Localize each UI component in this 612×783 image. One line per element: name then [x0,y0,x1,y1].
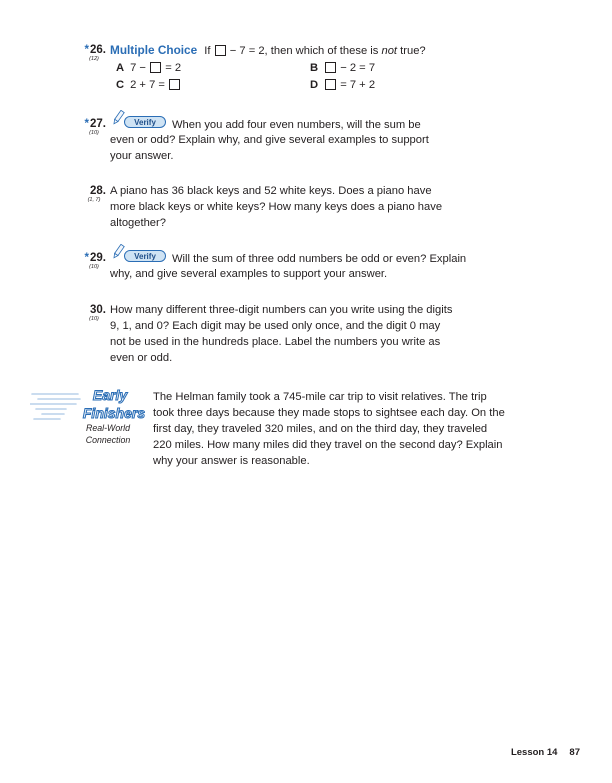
lesson-reference: (12) [89,56,99,62]
problem-text-line: How many different three-digit numbers can you write using the digits [110,304,453,316]
verify-badge: Verify [110,250,166,264]
problem-stem: Multiple Choice If − 7 = 2, then which of these is not true? [110,43,426,57]
problem-number: *29. [84,252,106,264]
problem-number: *26. [84,44,106,56]
page-footer [470,745,580,761]
star-marker: * [84,44,89,56]
choice-a[interactable]: A 7 − = 2 [116,62,182,74]
problem-text-line: A piano has 36 black keys and 52 white keys. Does a piano have [110,185,432,197]
paragraph-line: 220 miles. How many miles did they travel on the second day? Explain [153,439,503,451]
paragraph-line: The Helman family took a 745-mile car trip to visit relatives. The trip [153,391,487,403]
problem-text: Verify When you add four even numbers, will the sum be [110,116,500,133]
answer-box-icon [215,45,226,56]
problem-text-line: 9, 1, and 0? Each digit may be used only once, and the digit 0 may [110,320,441,332]
early-finishers-text [153,389,538,469]
paragraph-line: first day, they traveled 320 miles, and on the third day, they traveled [153,423,488,435]
answer-box-icon [150,62,161,73]
choice-b[interactable]: B − 2 = 7 [310,62,376,74]
early-finishers-logo [30,385,145,425]
lesson-reference: (1, 7) [87,197,101,203]
star-marker: * [84,118,89,130]
answer-box-icon [169,79,180,90]
multiple-choice-title: Multiple Choice [110,43,198,57]
answer-box-icon [325,79,336,90]
lesson-reference: (10) [89,130,99,136]
lesson-reference: (10) [89,316,99,322]
logo-word-finishers: Finishers [82,405,145,421]
problem-text: Verify Will the sum of three odd numbers be odd or even? Explain [110,250,500,267]
page-number: 87 [569,747,580,758]
lesson-reference: (10) [89,264,99,270]
problem-text-line: more black keys or white keys? How many keys does a piano have [110,201,443,213]
problem-number: *27. [84,118,106,130]
logo-word-early: Early [92,387,128,403]
problem-text-line: even or odd? Explain why, and give several examples to support [110,134,429,146]
paragraph-line: why your answer is reasonable. [153,455,310,467]
paragraph-line: took three days because they made stops to sightsee each day. On the [153,407,505,419]
lesson-label: Lesson 14 [510,747,558,758]
speed-lines-icon [30,394,80,419]
verify-badge: Verify [110,116,166,130]
answer-box-icon [325,62,336,73]
problem-text-line: even or odd. [110,352,173,364]
choice-c[interactable]: C 2 + 7 = [116,77,181,93]
problem-text-line: your answer. [110,150,174,162]
choice-d[interactable]: D = 7 + 2 [310,79,376,91]
star-marker: * [84,252,89,264]
real-world-connection-label: Real-World Connection [85,423,131,445]
problem-number: 30. [90,304,106,316]
problem-text-line: altogether? [110,217,166,229]
problem-number: 28. [90,185,106,197]
problem-text-line: not be used in the hundreds place. Label the numbers you write as [110,336,441,348]
problem-text-line: why, and give several examples to support your answer. [110,268,388,280]
